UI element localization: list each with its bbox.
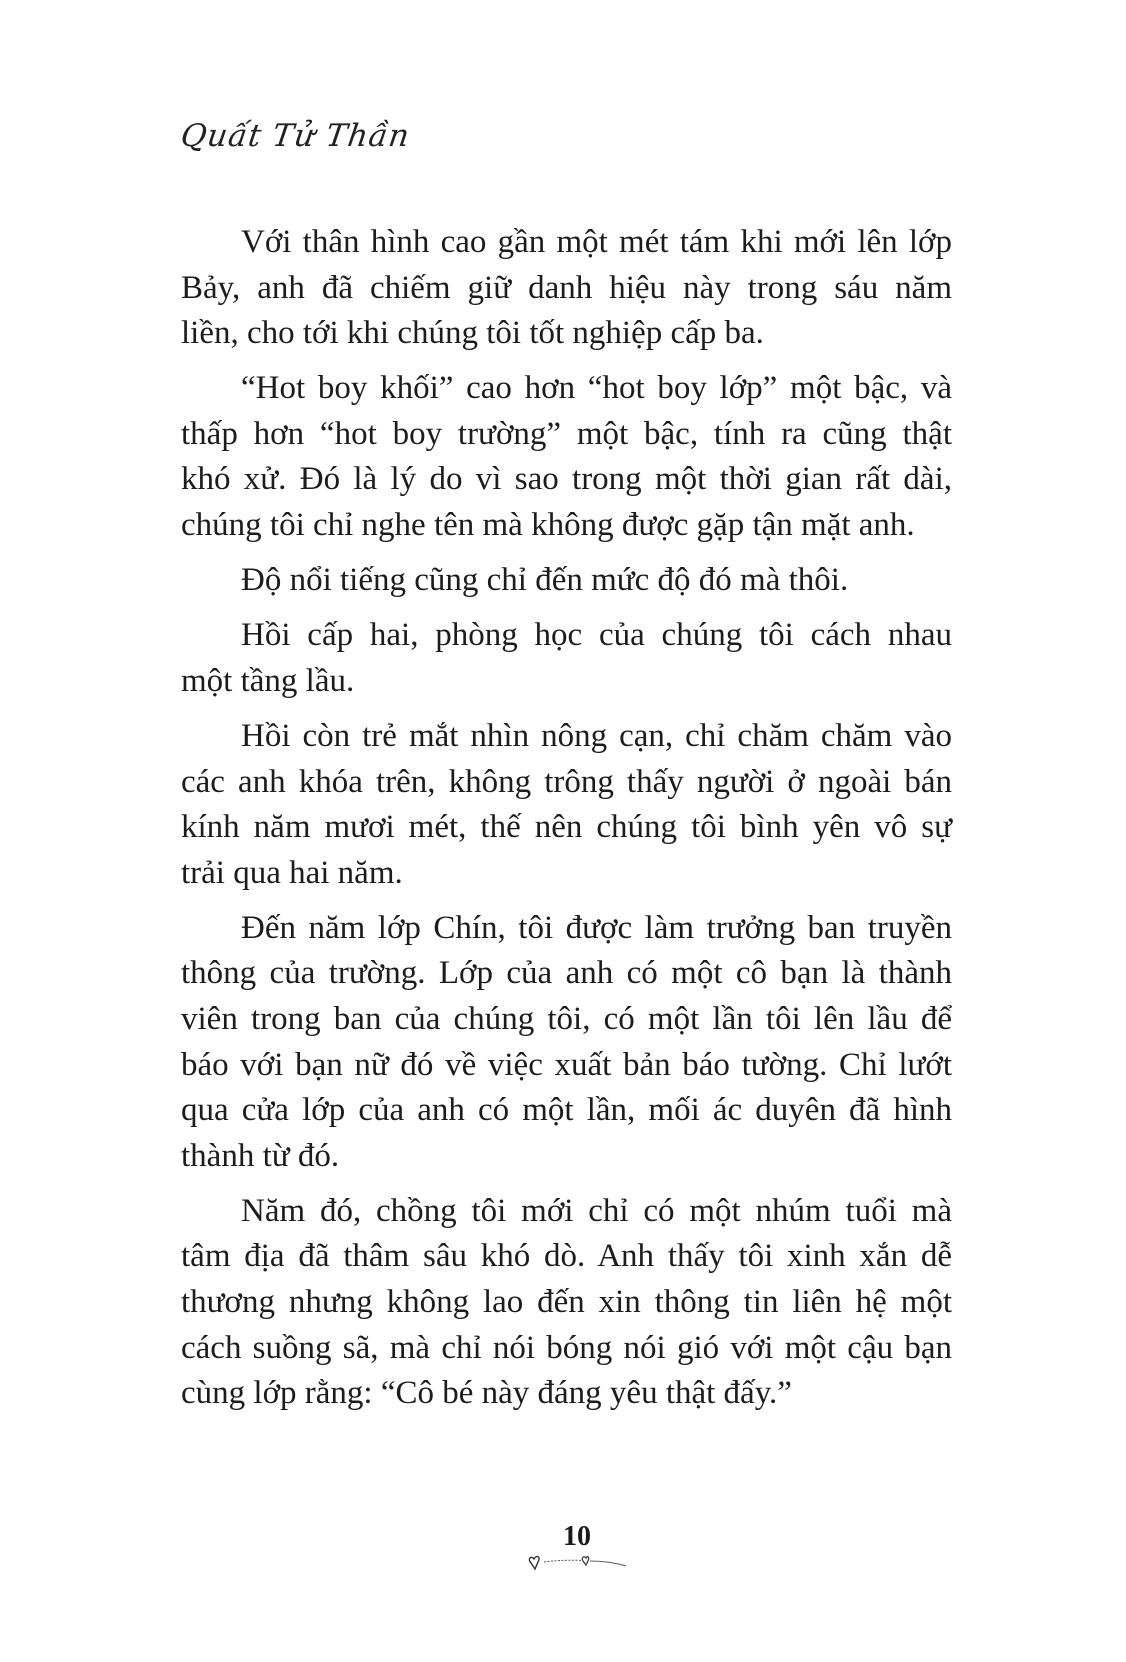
text-line: chúng tôi chỉ nghe tên mà không được gặp tận mặt anh. bbox=[181, 507, 915, 544]
text-line: Hồi còn trẻ mắt nhìn nông cạn, chỉ chăm chăm vào bbox=[241, 717, 952, 754]
paragraph bbox=[181, 613, 952, 704]
text-line: qua cửa lớp của anh có một lần, mối ác duyên đã hình bbox=[181, 1092, 952, 1129]
page-number: 10 bbox=[563, 1521, 591, 1552]
text-line: báo với bạn nữ đó về việc xuất bản báo tường. Chỉ lướt bbox=[181, 1046, 952, 1083]
text-line: trải qua hai năm. bbox=[181, 854, 403, 891]
text-line: thông của trường. Lớp của anh có một cô bạn là thành bbox=[181, 955, 952, 992]
text-line: Năm đó, chồng tôi mới chỉ có một nhúm tuổi mà bbox=[241, 1192, 952, 1229]
hearts-line-ornament-icon bbox=[528, 1551, 628, 1575]
text-line: các anh khóa trên, không trông thấy người ở ngoài bán bbox=[181, 763, 952, 800]
paragraph bbox=[181, 220, 952, 357]
text-line: khó xử. Đó là lý do vì sao trong một thời gian rất dài, bbox=[181, 461, 952, 498]
text-line: viên trong ban của chúng tôi, có một lần tôi lên lầu để bbox=[181, 1001, 952, 1037]
paragraph bbox=[181, 558, 952, 604]
text-line: Hồi cấp hai, phòng học của chúng tôi cách nhau bbox=[241, 617, 952, 654]
text-line: thương nhưng không lao đến xin thông tin liên hệ một bbox=[181, 1284, 952, 1321]
text-line: Đến năm lớp Chín, tôi được làm trưởng ban truyền bbox=[241, 909, 952, 946]
folio bbox=[0, 1521, 1126, 1553]
text-line: thấp hơn “hot boy trường” một bậc, tính ra cũng thật bbox=[181, 415, 952, 452]
text-line: cách suồng sã, mà chỉ nói bóng nói gió với một cậu bạn bbox=[181, 1329, 952, 1366]
text-line: liền, cho tới khi chúng tôi tốt nghiệp cấp ba. bbox=[181, 315, 764, 352]
running-header-title: Quất Tử Thần bbox=[178, 118, 413, 154]
text-line: Bảy, anh đã chiếm giữ danh hiệu này trong sáu năm bbox=[181, 269, 952, 306]
text-line: Độ nổi tiếng cũng chỉ đến mức độ đó mà thôi. bbox=[241, 562, 849, 599]
paragraph bbox=[181, 366, 952, 548]
text-line: “Hot boy khối” cao hơn “hot boy lớp” một bậc, và bbox=[241, 370, 952, 407]
text-line: kính năm mươi mét, thế nên chúng tôi bình yên vô sự bbox=[181, 809, 952, 846]
text-line: cùng lớp rằng: “Cô bé này đáng yêu thật đấy.” bbox=[181, 1375, 792, 1412]
body-text bbox=[181, 220, 952, 1426]
text-line: Với thân hình cao gần một mét tám khi mới lên lớp bbox=[241, 224, 952, 260]
paragraph bbox=[181, 1189, 952, 1417]
text-line: tâm địa đã thâm sâu khó dò. Anh thấy tôi xinh xắn dễ bbox=[181, 1238, 952, 1275]
paragraph bbox=[181, 906, 952, 1180]
text-line: thành từ đó. bbox=[181, 1137, 340, 1174]
paragraph bbox=[181, 714, 952, 896]
text-line: một tầng lầu. bbox=[181, 662, 355, 699]
